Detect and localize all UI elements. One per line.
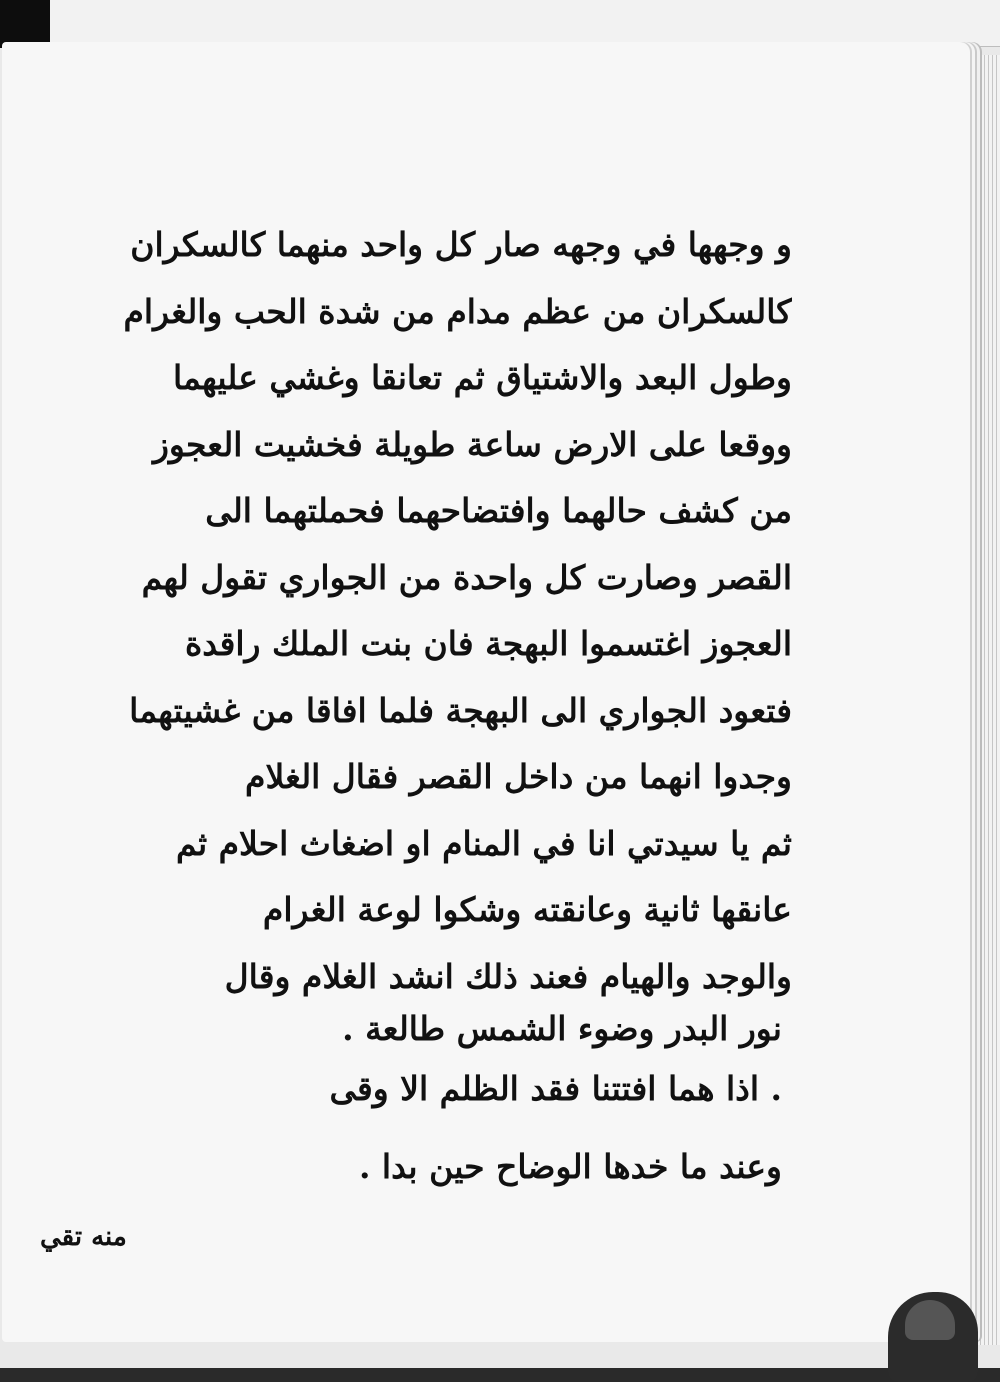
text-line: فتعود الجواري الى البهجة فلما افاقا من غشيتهما xyxy=(129,690,792,730)
verse-line: وعند ما خدها الوضاح حين بدا . xyxy=(358,1147,782,1186)
text-line: كالسكران من عظم مدام من شدة الحب والغرام xyxy=(123,291,792,331)
text-line: و وجهها في وجهه صار كل واحد منهما كالسكران xyxy=(130,225,792,264)
book-fore-edge xyxy=(965,55,1000,1345)
verse-line: نور البدر وضوء الشمس طالعة . xyxy=(342,1009,782,1048)
text-line: القصر وصارت كل واحدة من الجواري تقول لهم xyxy=(141,557,792,597)
verse-line: . اذا هما افتتنا فقد الظلم الا وقى xyxy=(329,1069,782,1108)
text-line: ثم يا سيدتي انا في المنام او اضغاث احلام ثم xyxy=(175,823,792,863)
text-line: العجوز اغتسموا البهجة فان بنت الملك راقدة xyxy=(184,624,792,663)
text-line: والوجد والهيام فعند ذلك انشد الغلام وقال xyxy=(224,956,792,996)
manuscript-page xyxy=(2,42,970,1342)
text-line: وطول البعد والاشتياق ثم تعانقا وغشي عليهما xyxy=(172,358,792,397)
previous-page-edge xyxy=(50,0,1000,47)
text-line: وجدوا انهما من داخل القصر فقال الغلام xyxy=(245,757,792,796)
text-line: عانقها ثانية وعانقته وشكوا لوعة الغرام xyxy=(262,890,792,929)
text-line: ووقعا على الارض ساعة طويلة فخشيت العجوز xyxy=(152,424,792,464)
colophon-note: منه تقي xyxy=(40,1222,127,1252)
text-block xyxy=(42,212,792,1010)
text-line: من كشف حالهما وافتضاحهما فحملتهما الى xyxy=(205,491,792,530)
scan-dark-corner xyxy=(0,0,50,48)
